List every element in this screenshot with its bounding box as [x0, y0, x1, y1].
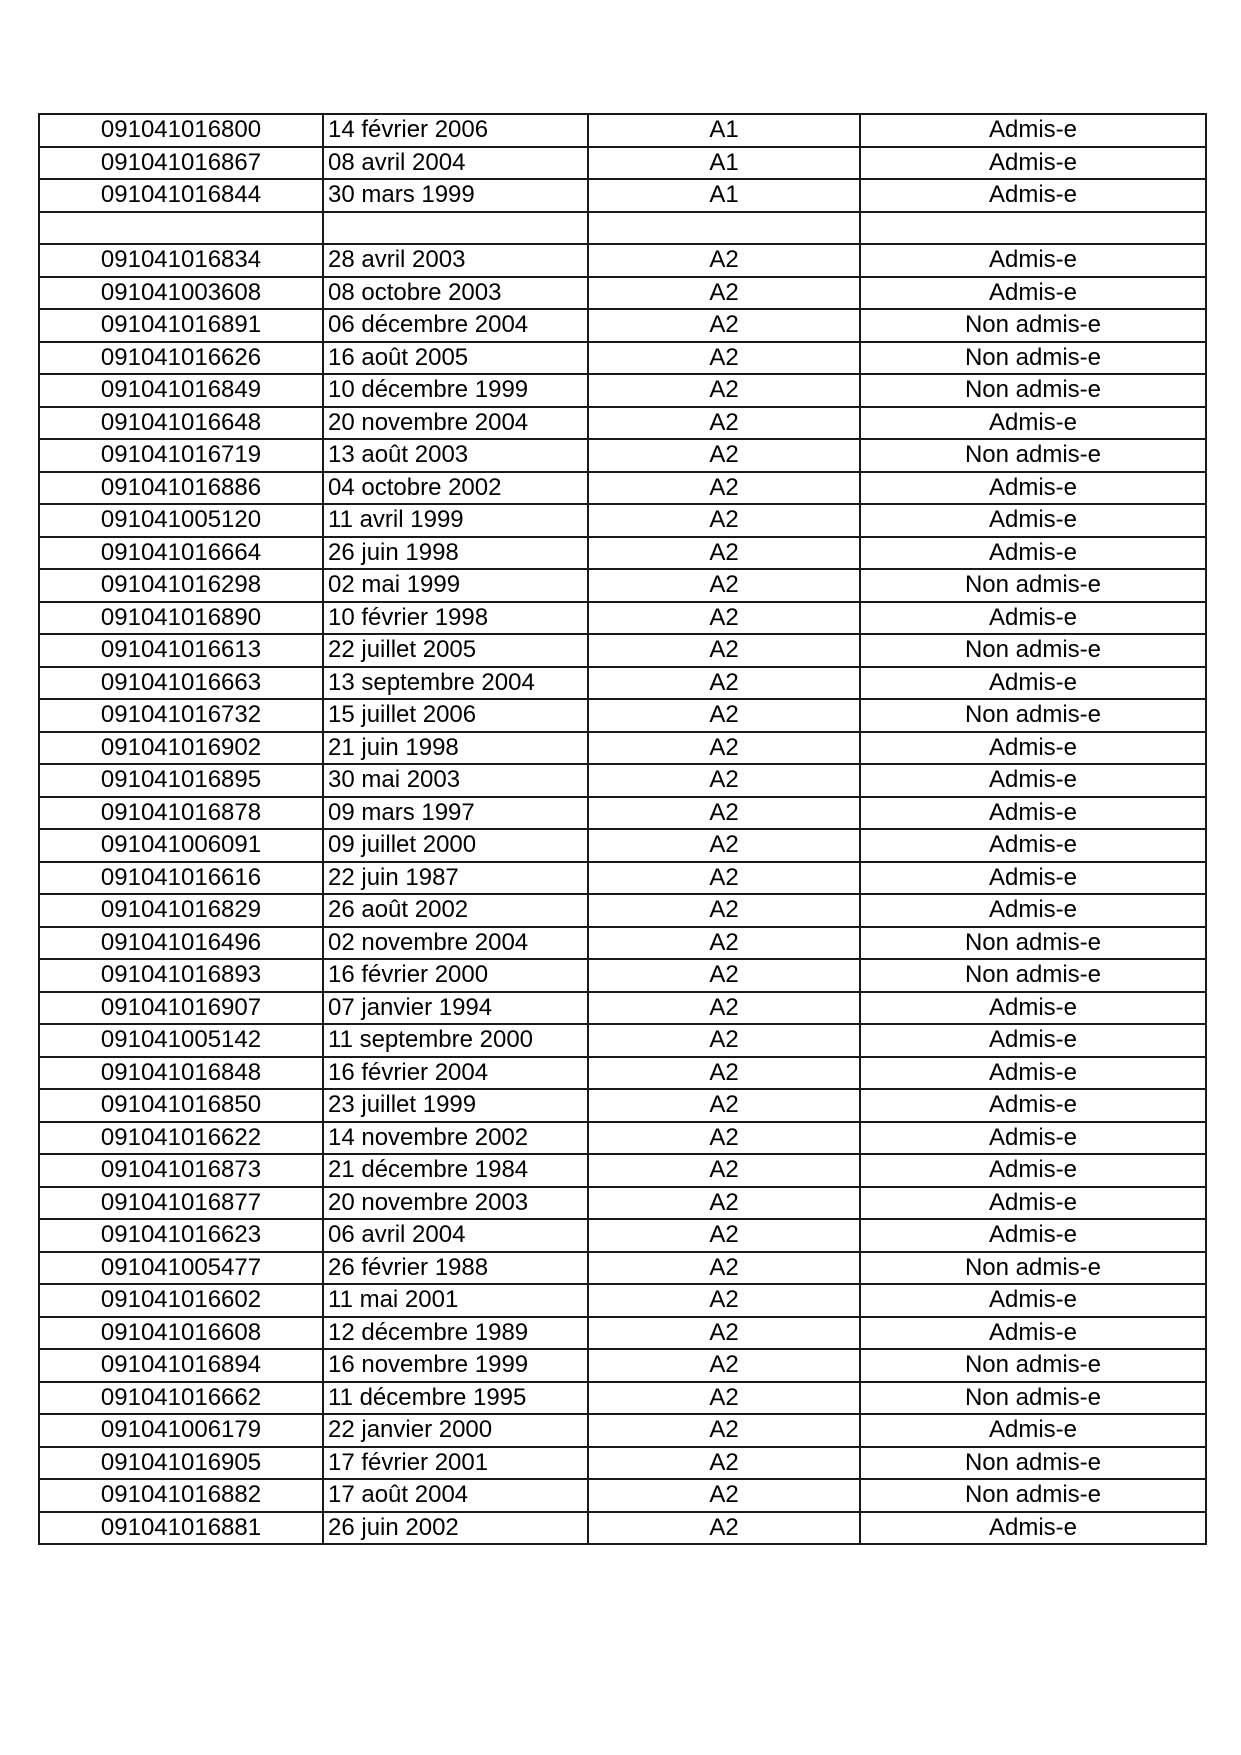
birth-date-cell: 10 décembre 1999: [323, 374, 588, 407]
candidate-id-cell: 091041016895: [39, 764, 323, 797]
birth-date-cell: 13 août 2003: [323, 439, 588, 472]
status-cell: Non admis-e: [860, 959, 1206, 992]
level-cell: A2: [588, 374, 860, 407]
level-cell: A2: [588, 1479, 860, 1512]
level-cell: A2: [588, 1252, 860, 1285]
level-cell: A2: [588, 1219, 860, 1252]
birth-date-cell: 10 février 1998: [323, 602, 588, 635]
table-row: [39, 1122, 1206, 1155]
candidate-id-cell: 091041016496: [39, 927, 323, 960]
birth-date-cell: 16 février 2004: [323, 1057, 588, 1090]
table-row: [39, 439, 1206, 472]
level-cell: A2: [588, 1057, 860, 1090]
candidate-id-cell: 091041016834: [39, 244, 323, 277]
birth-date-cell: 02 novembre 2004: [323, 927, 588, 960]
table-row: [39, 992, 1206, 1025]
table-row: [39, 1252, 1206, 1285]
candidate-id-cell: [39, 212, 323, 245]
table-row: [39, 1447, 1206, 1480]
candidate-id-cell: 091041016829: [39, 894, 323, 927]
candidate-id-cell: 091041016907: [39, 992, 323, 1025]
status-cell: Non admis-e: [860, 309, 1206, 342]
candidate-id-cell: 091041005477: [39, 1252, 323, 1285]
birth-date-cell: 08 avril 2004: [323, 147, 588, 180]
level-cell: A2: [588, 862, 860, 895]
birth-date-cell: 22 juillet 2005: [323, 634, 588, 667]
status-cell: Non admis-e: [860, 439, 1206, 472]
table-row: [39, 829, 1206, 862]
birth-date-cell: 12 décembre 1989: [323, 1317, 588, 1350]
status-cell: Non admis-e: [860, 1382, 1206, 1415]
candidate-id-cell: 091041016891: [39, 309, 323, 342]
birth-date-cell: 26 février 1988: [323, 1252, 588, 1285]
level-cell: A2: [588, 569, 860, 602]
birth-date-cell: 06 avril 2004: [323, 1219, 588, 1252]
table-row: [39, 1414, 1206, 1447]
birth-date-cell: 08 octobre 2003: [323, 277, 588, 310]
status-cell: Admis-e: [860, 1187, 1206, 1220]
table-row: [39, 1349, 1206, 1382]
candidate-id-cell: 091041016848: [39, 1057, 323, 1090]
candidate-id-cell: 091041016613: [39, 634, 323, 667]
table-row: [39, 537, 1206, 570]
status-cell: Admis-e: [860, 732, 1206, 765]
table-row: [39, 959, 1206, 992]
status-cell: Admis-e: [860, 407, 1206, 440]
status-cell: Admis-e: [860, 1414, 1206, 1447]
birth-date-cell: [323, 212, 588, 245]
status-cell: Admis-e: [860, 179, 1206, 212]
status-cell: Admis-e: [860, 504, 1206, 537]
level-cell: A2: [588, 1122, 860, 1155]
level-cell: A2: [588, 1382, 860, 1415]
birth-date-cell: 16 février 2000: [323, 959, 588, 992]
level-cell: A2: [588, 537, 860, 570]
status-cell: Admis-e: [860, 1317, 1206, 1350]
table-row: [39, 309, 1206, 342]
status-cell: Non admis-e: [860, 1447, 1206, 1480]
status-cell: Non admis-e: [860, 699, 1206, 732]
birth-date-cell: 11 mai 2001: [323, 1284, 588, 1317]
birth-date-cell: 21 décembre 1984: [323, 1154, 588, 1187]
table-row: [39, 732, 1206, 765]
birth-date-cell: 22 janvier 2000: [323, 1414, 588, 1447]
status-cell: Non admis-e: [860, 374, 1206, 407]
table-row: [39, 699, 1206, 732]
level-cell: A2: [588, 732, 860, 765]
table-row: [39, 472, 1206, 505]
table-row: [39, 797, 1206, 830]
birth-date-cell: 26 juin 1998: [323, 537, 588, 570]
table-row: [39, 114, 1206, 147]
candidate-id-cell: 091041016623: [39, 1219, 323, 1252]
table-row: [39, 927, 1206, 960]
birth-date-cell: 16 novembre 1999: [323, 1349, 588, 1382]
candidate-id-cell: 091041016878: [39, 797, 323, 830]
birth-date-cell: 02 mai 1999: [323, 569, 588, 602]
birth-date-cell: 04 octobre 2002: [323, 472, 588, 505]
birth-date-cell: 06 décembre 2004: [323, 309, 588, 342]
level-cell: A2: [588, 504, 860, 537]
table-row: [39, 1057, 1206, 1090]
candidate-id-cell: 091041016664: [39, 537, 323, 570]
candidate-id-cell: 091041016662: [39, 1382, 323, 1415]
level-cell: A2: [588, 439, 860, 472]
table-row: [39, 407, 1206, 440]
status-cell: Admis-e: [860, 147, 1206, 180]
level-cell: A2: [588, 797, 860, 830]
level-cell: A2: [588, 309, 860, 342]
status-cell: Admis-e: [860, 1089, 1206, 1122]
candidate-id-cell: 091041016602: [39, 1284, 323, 1317]
level-cell: A2: [588, 1317, 860, 1350]
birth-date-cell: 30 mai 2003: [323, 764, 588, 797]
level-cell: A2: [588, 764, 860, 797]
candidate-id-cell: 091041016732: [39, 699, 323, 732]
table-row: [39, 342, 1206, 375]
table-row: [39, 179, 1206, 212]
status-cell: Admis-e: [860, 992, 1206, 1025]
birth-date-cell: 20 novembre 2004: [323, 407, 588, 440]
level-cell: A2: [588, 894, 860, 927]
status-cell: Admis-e: [860, 862, 1206, 895]
birth-date-cell: 09 mars 1997: [323, 797, 588, 830]
candidate-id-cell: 091041005120: [39, 504, 323, 537]
level-cell: A2: [588, 407, 860, 440]
level-cell: A2: [588, 1414, 860, 1447]
table-row: [39, 374, 1206, 407]
level-cell: A2: [588, 244, 860, 277]
candidate-id-cell: 091041016648: [39, 407, 323, 440]
level-cell: [588, 212, 860, 245]
status-cell: Non admis-e: [860, 1252, 1206, 1285]
candidate-id-cell: 091041016850: [39, 1089, 323, 1122]
birth-date-cell: 23 juillet 1999: [323, 1089, 588, 1122]
status-cell: Admis-e: [860, 472, 1206, 505]
level-cell: A2: [588, 277, 860, 310]
status-cell: Admis-e: [860, 1512, 1206, 1545]
candidate-id-cell: 091041016849: [39, 374, 323, 407]
candidate-id-cell: 091041006179: [39, 1414, 323, 1447]
table-row: [39, 1382, 1206, 1415]
status-cell: Non admis-e: [860, 1479, 1206, 1512]
table-row: [39, 1089, 1206, 1122]
level-cell: A2: [588, 992, 860, 1025]
level-cell: A2: [588, 602, 860, 635]
table-row: [39, 764, 1206, 797]
table-row: [39, 602, 1206, 635]
status-cell: Admis-e: [860, 244, 1206, 277]
candidate-id-cell: 091041016867: [39, 147, 323, 180]
table-row: [39, 1479, 1206, 1512]
candidate-id-cell: 091041016298: [39, 569, 323, 602]
candidate-id-cell: 091041016905: [39, 1447, 323, 1480]
status-cell: Admis-e: [860, 1122, 1206, 1155]
level-cell: A2: [588, 1512, 860, 1545]
birth-date-cell: 26 juin 2002: [323, 1512, 588, 1545]
status-cell: Admis-e: [860, 1284, 1206, 1317]
table-row: [39, 667, 1206, 700]
status-cell: Admis-e: [860, 537, 1206, 570]
status-cell: Non admis-e: [860, 927, 1206, 960]
status-cell: Admis-e: [860, 1057, 1206, 1090]
status-cell: Admis-e: [860, 1024, 1206, 1057]
level-cell: A2: [588, 342, 860, 375]
birth-date-cell: 20 novembre 2003: [323, 1187, 588, 1220]
level-cell: A2: [588, 699, 860, 732]
status-cell: Non admis-e: [860, 569, 1206, 602]
candidate-id-cell: 091041016626: [39, 342, 323, 375]
level-cell: A2: [588, 634, 860, 667]
birth-date-cell: 17 août 2004: [323, 1479, 588, 1512]
candidate-id-cell: 091041016893: [39, 959, 323, 992]
candidate-id-cell: 091041016800: [39, 114, 323, 147]
table-row: [39, 244, 1206, 277]
birth-date-cell: 11 décembre 1995: [323, 1382, 588, 1415]
candidate-id-cell: 091041016886: [39, 472, 323, 505]
status-cell: Non admis-e: [860, 342, 1206, 375]
table-row: [39, 634, 1206, 667]
level-cell: A2: [588, 1154, 860, 1187]
level-cell: A2: [588, 1284, 860, 1317]
birth-date-cell: 07 janvier 1994: [323, 992, 588, 1025]
status-cell: [860, 212, 1206, 245]
birth-date-cell: 26 août 2002: [323, 894, 588, 927]
status-cell: Admis-e: [860, 602, 1206, 635]
candidate-id-cell: 091041016881: [39, 1512, 323, 1545]
table-row: [39, 1317, 1206, 1350]
status-cell: Admis-e: [860, 797, 1206, 830]
birth-date-cell: 09 juillet 2000: [323, 829, 588, 862]
candidate-id-cell: 091041006091: [39, 829, 323, 862]
table-row: [39, 212, 1206, 245]
candidate-id-cell: 091041005142: [39, 1024, 323, 1057]
table-row: [39, 147, 1206, 180]
candidate-id-cell: 091041016882: [39, 1479, 323, 1512]
level-cell: A2: [588, 1024, 860, 1057]
status-cell: Non admis-e: [860, 1349, 1206, 1382]
status-cell: Admis-e: [860, 894, 1206, 927]
candidate-id-cell: 091041016873: [39, 1154, 323, 1187]
status-cell: Admis-e: [860, 1154, 1206, 1187]
status-cell: Admis-e: [860, 277, 1206, 310]
table-row: [39, 277, 1206, 310]
birth-date-cell: 28 avril 2003: [323, 244, 588, 277]
level-cell: A2: [588, 959, 860, 992]
birth-date-cell: 16 août 2005: [323, 342, 588, 375]
birth-date-cell: 21 juin 1998: [323, 732, 588, 765]
table-row: [39, 1512, 1206, 1545]
level-cell: A2: [588, 927, 860, 960]
level-cell: A2: [588, 1447, 860, 1480]
level-cell: A2: [588, 1349, 860, 1382]
table-row: [39, 1024, 1206, 1057]
level-cell: A1: [588, 179, 860, 212]
status-cell: Admis-e: [860, 764, 1206, 797]
birth-date-cell: 22 juin 1987: [323, 862, 588, 895]
results-table-body: [39, 114, 1206, 1544]
birth-date-cell: 11 septembre 2000: [323, 1024, 588, 1057]
candidate-id-cell: 091041016890: [39, 602, 323, 635]
table-row: [39, 894, 1206, 927]
level-cell: A2: [588, 1187, 860, 1220]
candidate-id-cell: 091041016894: [39, 1349, 323, 1382]
candidate-id-cell: 091041016608: [39, 1317, 323, 1350]
level-cell: A2: [588, 667, 860, 700]
birth-date-cell: 14 février 2006: [323, 114, 588, 147]
table-row: [39, 1154, 1206, 1187]
candidate-id-cell: 091041016877: [39, 1187, 323, 1220]
candidate-id-cell: 091041016616: [39, 862, 323, 895]
table-row: [39, 862, 1206, 895]
candidate-id-cell: 091041016844: [39, 179, 323, 212]
birth-date-cell: 14 novembre 2002: [323, 1122, 588, 1155]
status-cell: Admis-e: [860, 114, 1206, 147]
candidate-id-cell: 091041003608: [39, 277, 323, 310]
table-row: [39, 1219, 1206, 1252]
status-cell: Admis-e: [860, 667, 1206, 700]
status-cell: Admis-e: [860, 1219, 1206, 1252]
status-cell: Non admis-e: [860, 634, 1206, 667]
level-cell: A2: [588, 1089, 860, 1122]
status-cell: Admis-e: [860, 829, 1206, 862]
candidate-id-cell: 091041016622: [39, 1122, 323, 1155]
table-row: [39, 504, 1206, 537]
level-cell: A1: [588, 147, 860, 180]
birth-date-cell: 17 février 2001: [323, 1447, 588, 1480]
birth-date-cell: 13 septembre 2004: [323, 667, 588, 700]
table-row: [39, 1187, 1206, 1220]
birth-date-cell: 30 mars 1999: [323, 179, 588, 212]
candidate-id-cell: 091041016663: [39, 667, 323, 700]
table-row: [39, 569, 1206, 602]
candidate-id-cell: 091041016902: [39, 732, 323, 765]
table-row: [39, 1284, 1206, 1317]
candidate-id-cell: 091041016719: [39, 439, 323, 472]
level-cell: A2: [588, 829, 860, 862]
level-cell: A2: [588, 472, 860, 505]
birth-date-cell: 11 avril 1999: [323, 504, 588, 537]
level-cell: A1: [588, 114, 860, 147]
results-table: [38, 113, 1207, 1545]
birth-date-cell: 15 juillet 2006: [323, 699, 588, 732]
